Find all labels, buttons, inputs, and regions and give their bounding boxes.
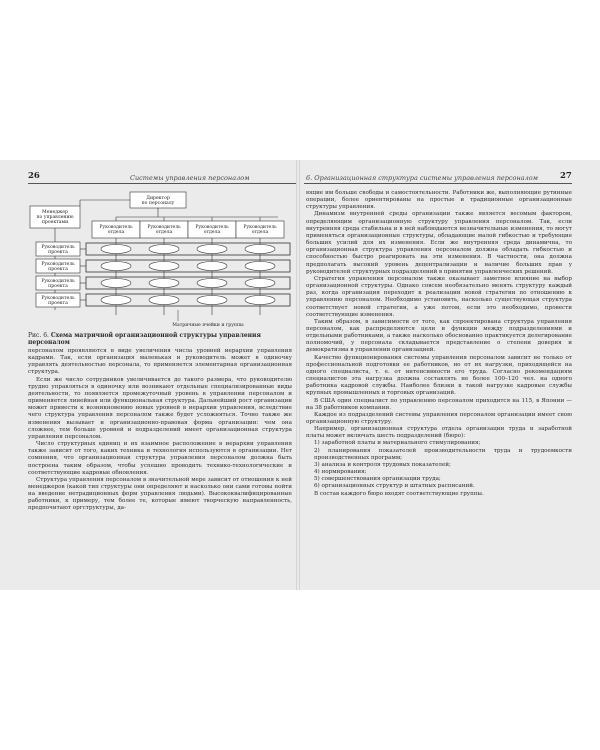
right-paragraph: Каждое из подразделений системы управления персоналом организации имеет свою организационную структуру. bbox=[306, 411, 572, 425]
project-head-label: Руководитель проекта bbox=[41, 245, 75, 255]
right-running-header: 6. Организационная структура системы управления персоналом bbox=[306, 174, 539, 182]
left-text-column bbox=[28, 348, 292, 513]
right-text-column bbox=[306, 190, 572, 498]
caption-title: Схема матричной организационной структуры управления персоналом bbox=[28, 332, 261, 346]
left-paragraph: Если же число сотрудников увеличивается до такого размера, что руководителю трудно управляться в одиночку или возникают отдельные специализированные виды деятельности, то появляется промежуточный уровень в управлении персоналом и применяется линейная или функциональная структура. Дальнейший рост организации может привести к возникновению новых уровней в иерархии управления, вследствие чего структура управления персоналом также будет усложняться. Точно также же изменения вызывает и организационно-правовая форма организации: чем она сложнее, тем больше уровней и подразделений имеет организационная структура управления персоналом. bbox=[28, 376, 292, 440]
list-item: 1) заработной платы и материального стимулирования; bbox=[314, 440, 481, 447]
matrix-cell bbox=[101, 279, 131, 288]
closing-line: В состав каждого бюро входят соответствующие группы. bbox=[314, 490, 484, 497]
matrix-cell bbox=[197, 245, 227, 254]
left-paragraph: Число структурных единиц и их взаимное расположение в иерархии управления также зависит от того, каких техника и технология используются в организации. Нет сомнения, что организационная структура управления персоналом должна быть построена таким образом, чтобы успешно проводить технико-технологические и соответствующие кадровые обновления. bbox=[28, 441, 292, 476]
matrix-cell bbox=[101, 262, 131, 271]
matrix-cell bbox=[245, 296, 275, 305]
department-head-label: Руководитель отдела bbox=[243, 225, 277, 235]
department-head-label: Руководитель отдела bbox=[195, 225, 229, 235]
right-paragraph: В США один специалист по управлению персоналом приходится на 115, в Японии — на 38 работников компании. bbox=[306, 397, 572, 411]
matrix-cell bbox=[197, 279, 227, 288]
project-head-label: Руководитель проекта bbox=[41, 262, 75, 272]
department-head-label: Руководитель отдела bbox=[99, 225, 133, 235]
matrix-cell bbox=[197, 262, 227, 271]
matrix-cell bbox=[245, 262, 275, 271]
department-head-label: Руководитель отдела bbox=[147, 225, 181, 235]
matrix-cell bbox=[149, 296, 179, 305]
list-item: 5) совершенствования организации труда; bbox=[314, 476, 441, 483]
matrix-structure-diagram bbox=[28, 190, 296, 328]
project-manager-label: Менеджер по управлению проектами bbox=[36, 210, 74, 225]
matrix-cell bbox=[197, 296, 227, 305]
list-item: 6) организационных структур и штатных расписаний. bbox=[314, 483, 475, 490]
project-head-label: Руководитель проекта bbox=[41, 279, 75, 289]
left-header-rule bbox=[28, 183, 296, 184]
matrix-cell bbox=[245, 279, 275, 288]
list-item: 4) нормирования; bbox=[314, 469, 367, 476]
right-paragraph: Например, организационная структура отдела организации труда и заработной платы может включать шесть подразделений (бюро): bbox=[306, 426, 572, 440]
matrix-cell bbox=[149, 245, 179, 254]
right-page-number: 27 bbox=[560, 171, 572, 181]
project-head-label: Руководитель проекта bbox=[41, 296, 75, 306]
left-page-number: 26 bbox=[28, 171, 40, 181]
right-header-rule bbox=[304, 183, 572, 184]
left-paragraph: персоналом проявляются в виде увеличения числа уровней иерархии управления кадрами. Так, если организация маленькая и руководитель может в одиночку управлять деятельностью персонала, то применяется элементарная организационная структура. bbox=[28, 348, 292, 376]
caption-label: Рис. 6. bbox=[28, 332, 49, 339]
director-label: Директор по персоналу bbox=[141, 196, 175, 206]
matrix-cell bbox=[149, 262, 179, 271]
left-running-header: Системы управления персоналом bbox=[130, 174, 250, 182]
book-gutter bbox=[296, 160, 300, 590]
right-paragraph: Таким образом, в зависимости от того, как спроектирована структура управления персоналом, как распределяются цели и функции между подразделениями и отдельными работниками, а также насколько обоснованно практикуется делегирование полномочий, у персонала складывается представление о степени доверия и демократизма в управлении организацией. bbox=[306, 318, 572, 354]
list-item: 2) планирования показателей производительности труда и трудоемкости производственных программ; bbox=[314, 447, 572, 461]
right-paragraph: ющие им больше свободы и самостоятельности. Работники же, выполняющие рутинные операции, более ориентированы на простые и традиционные организационные структуры управления. bbox=[306, 190, 572, 211]
right-paragraph: Динамизм внутренней среды организации также является весомым фактором, определяющим организационную структуру управления персоналом. Так, если внутренняя среда стабильна и в ней наблюдаются незначительные изменения, то могут применяться организационные структуры, обладающие малой гибкостью и требующие больших усилий для их изменения. Если же внутренняя среда динамична, то организационная структура управления персоналом должна обладать гибкостью и способностью быстро реагировать на эти изменения. В частности, она должна предполагать высокий уровень децентрализации и наличие больших прав у руководителей структурных подразделений в принятии управленческих решений. bbox=[306, 211, 572, 275]
matrix-cell bbox=[101, 245, 131, 254]
matrix-cell bbox=[101, 296, 131, 305]
matrix-cell bbox=[245, 245, 275, 254]
legend-label: Матричные ячейки и группы bbox=[172, 323, 244, 328]
right-paragraph: Стратегия управления персоналом также оказывает заметное влияние на выбор организационной структуры. Однако совсем необязательно менять структуру каждый раз, когда организация переходит к реализации новой стратегии по отношению к управлению персоналом. Необходимо установить, насколько существующая структура соответствует новой стратегии, а уже потом, если это необходимо, провести соответствующие изменения. bbox=[306, 275, 572, 318]
figure-caption bbox=[28, 332, 296, 346]
matrix-cell bbox=[149, 279, 179, 288]
list-item: 3) анализа и контроля трудовых показателей; bbox=[314, 461, 451, 468]
left-paragraph: Структура управления персоналом в значительной мере зависит от отношения к ней менеджеров (какой тип структуры они определяют и насколько они сами готовы пойти на введение нетрадиционных форм управления людьми). Высококвалифицированные работники, к примеру, тем более те, которые имеют творческую направленность, предпочитают оргструктуры, да- bbox=[28, 476, 292, 512]
right-paragraph: Качество функционирования системы управления персоналом зависит не только от профессиональной подготовки ее работников, но от их нагрузки, приходящейся на одного специалиста, т. е. от интенсивности его труда. Согласно рекомендациям специалистов эта нагрузка должна составлять не более 100–120 чел. на одного работника кадровой службы. Наиболее близки к такой нагрузке кадровые службы крупных промышленных и торговых организаций. bbox=[306, 354, 572, 397]
